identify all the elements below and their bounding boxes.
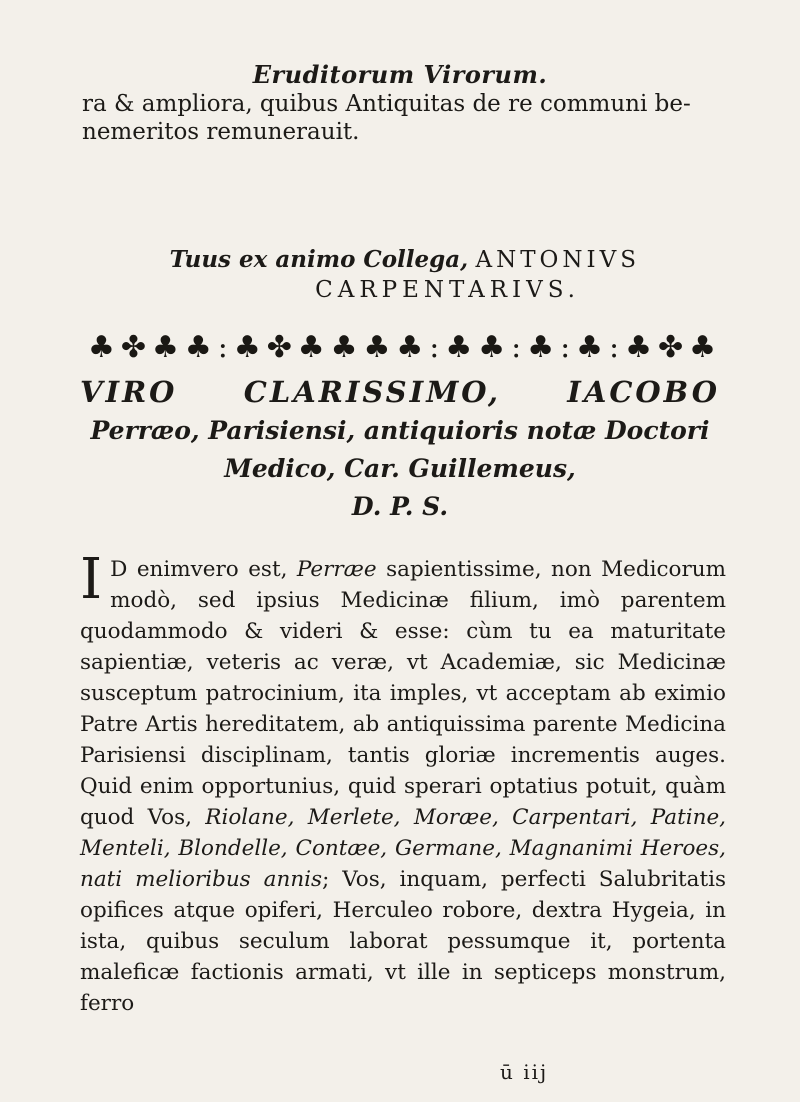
drop-cap: I bbox=[80, 547, 103, 612]
running-head: Eruditorum Virorum. bbox=[252, 60, 548, 89]
ornament-glyph: ♣ bbox=[396, 330, 424, 365]
ornament-glyph: ♣ bbox=[689, 330, 716, 365]
body-italic-text: Perræe bbox=[296, 557, 377, 582]
signoff-surname: CARPENTARIVS. bbox=[315, 277, 580, 303]
ornament-glyph: ♣ bbox=[330, 330, 358, 365]
letter-signoff bbox=[0, 245, 640, 305]
body-italic-text: Riolane, Merlete, Moræe, Carpentari, Patine, Menteli, Blondelle, Contæe, Germane, Magnanimi Heroes, nati melioribus annis bbox=[80, 805, 726, 892]
ornament-glyph: ✤ bbox=[120, 330, 147, 365]
signoff-line-1 bbox=[0, 245, 640, 275]
dedication-heading bbox=[80, 372, 720, 526]
ornament-glyph: ♣ bbox=[576, 330, 604, 365]
ornament-glyph: ♣ bbox=[151, 330, 179, 365]
body-text-run: sapientissime, non Medicorum modò, sed ipsius Medicinæ filium, imò parentem quodammodo & videri & esse: cùm tu ea maturitate sapientiæ, veteris ac veræ, vt Academiæ, sic Medicinæ susceptum patrocinium, ita imples, vt acceptam ab eximio Patre Artis hereditatem, ab antiquissima parente Medicina Parisiensi disciplinam, tantis gloriæ incrementis auges. Quid enim opportunius, quid sperari optatius potuit, quàm quod Vos, bbox=[80, 557, 726, 830]
dedication-line-1: VIRO CLARISSIMO, IACOBO bbox=[80, 375, 720, 409]
ornament-glyph: ♣ bbox=[478, 330, 506, 365]
previous-paragraph-end: ra & ampliora, quibus Antiquitas de re communi be-nemeritos remunerauit. bbox=[82, 91, 691, 145]
ornament-glyph: ♣ bbox=[233, 330, 261, 365]
letter-body bbox=[80, 547, 726, 1019]
ornament-glyph: ✤ bbox=[266, 330, 292, 365]
printers-ornament-band bbox=[88, 330, 716, 366]
signoff-greeting: Tuus ex animo Collega, bbox=[169, 246, 469, 273]
ornament-glyph: ♣ bbox=[363, 330, 391, 365]
ornament-glyph: ♣ bbox=[527, 330, 555, 365]
ornament-glyph: : bbox=[560, 330, 571, 365]
dedication-line-3: Medico, Car. Guillemeus, bbox=[224, 454, 576, 483]
ornament-glyph: ♣ bbox=[184, 330, 212, 365]
dedication-line-4: D. P. S. bbox=[351, 492, 449, 521]
signoff-first-name: ANTONIVS bbox=[475, 247, 640, 273]
body-paragraph bbox=[80, 547, 726, 1019]
ornament-glyph: : bbox=[511, 330, 522, 365]
ornament-glyph: : bbox=[609, 330, 620, 365]
body-text-run: D enimvero est, bbox=[110, 557, 297, 582]
ornament-glyph: ♣ bbox=[445, 330, 473, 365]
ornament-glyph: ✤ bbox=[657, 330, 684, 365]
ornament-glyph: ♣ bbox=[625, 330, 653, 365]
body-text-run: ; Vos, inquam, perfecti Salubritatis opifices atque opiferi, Herculeo robore, dextra Hygeia, in ista, quibus seculum laborat pessumque it, portenta maleficæ factionis armati, vt ille in septiceps monstrum, ferro bbox=[80, 867, 726, 1016]
ornament-glyph: : bbox=[217, 330, 228, 365]
ornament-glyph: ♣ bbox=[297, 330, 325, 365]
ornament-glyph: ♣ bbox=[88, 330, 115, 365]
ornament-glyph: : bbox=[429, 330, 440, 365]
signature-mark: ū iij bbox=[500, 1060, 549, 1084]
dedication-line-2: Perræo, Parisiensi, antiquioris notæ Doctori bbox=[90, 416, 710, 445]
